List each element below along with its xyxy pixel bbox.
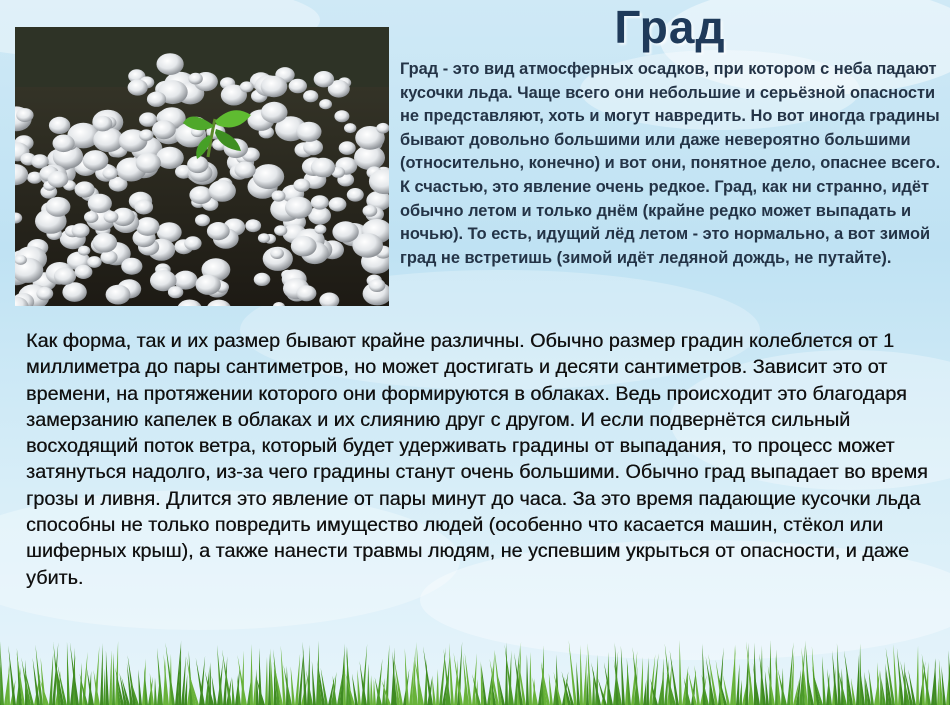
grass-blade [679,640,682,705]
hailstone [261,76,288,97]
grass-blade [316,641,319,705]
grass-blade [432,677,436,705]
hailstone [128,79,148,95]
hailstone [235,161,256,178]
grass-blade [154,678,157,705]
hailstone [75,181,95,197]
hailstone [93,116,112,132]
hailstone [274,225,287,236]
hailstone [303,90,318,102]
grass-blade [222,650,232,705]
grass-blade [312,661,316,705]
hailstone [240,81,254,92]
hailstone [53,135,75,153]
hailstones-image [15,27,389,306]
hailstone [314,225,326,235]
hailstone [46,197,71,217]
hailstone [261,102,288,123]
grass-blade [449,643,454,705]
hailstone [376,123,389,134]
grass-blade [67,641,70,705]
grass-blade [646,657,649,705]
grass-blade [583,654,587,705]
hailstone [100,251,117,265]
grass-blade [739,680,742,705]
grass-blade [753,663,760,705]
hailstone [347,188,364,202]
grass-blade [217,645,223,705]
hailstone [254,273,271,286]
hailstone [104,211,119,223]
hailstone [93,233,118,253]
grass-blade [745,643,749,705]
grass-blade [265,657,268,705]
hailstone [363,205,378,217]
hailstone [15,255,27,265]
hailstone [31,154,49,168]
body-paragraph: Как форма, так и их размер бывают крайне различны. Обычно размер градин колеблется от 1 миллиметра до пары сантиметров, но может достигать и десяти сантиметров. Зависит это от времени, на протяжении которого они формируются в облаках. Ведь происходит это благодаря замерзанию капелек в облаках и их слиянию друг с другом. И если подвернётся сильный восходящий поток ветра, который будет удерживать градины от выпадания, то процесс может затянуться надолго, из-за чего градины станут очень большими. Обычно град выпадает во время грозы и ливня. Длится это явление от пары минут до часа. За это время падающие кусочки льда способны не только повредить имущество людей (особенно что касается машин, стёкол или шиферных крыш), а также нанести травмы людям, не успевшим укрыться от опасности, и даже убить. [26,330,928,589]
hailstone [334,110,349,122]
page-title: Град [614,1,726,53]
grass-blade [232,678,235,705]
hailstone [136,217,160,236]
hailstone [189,186,212,204]
hailstone [329,197,347,211]
hailstone [168,286,183,298]
hailstone [87,256,102,268]
hailstone [285,197,312,219]
hailstone [49,117,70,134]
grass-blade [856,655,859,705]
hailstone [157,53,184,75]
hailstone [207,222,230,240]
hailstone [106,285,131,305]
grass-blade [640,657,643,705]
hailstone [303,139,323,155]
grass-blade [837,643,841,705]
hailstone [369,279,386,292]
grass-blade [253,675,256,705]
hailstone [272,190,286,201]
hailstone [147,92,166,107]
grass-blade [373,679,376,705]
grass-blade [49,653,53,705]
hailstone [311,158,335,178]
grass-blade [549,673,553,705]
hailstone [75,265,93,279]
hailstone [88,194,112,213]
hailstone [134,200,153,215]
hailstone [54,267,76,285]
hailstone [258,233,270,243]
hailstone [16,108,33,122]
hailstone [209,180,236,202]
grass-blade [250,644,253,705]
grass-blade [357,669,361,705]
hailstone [289,79,307,94]
hailstone [245,219,261,232]
hailstone [296,285,316,301]
hail-photo [15,27,389,306]
grass-blade [370,675,373,705]
grass-blade [580,645,583,705]
grass-blade [436,669,439,705]
hailstone [270,248,284,259]
grass-blade [621,646,625,705]
grass-blade [529,652,532,705]
hailstone [296,122,321,142]
grass-blade [877,662,880,705]
grass-blade [661,658,664,705]
grass-blade [100,643,103,705]
grass-decoration [0,640,950,705]
hailstone [319,99,332,109]
hailstone [103,167,118,179]
hailstone [72,223,90,237]
hailstone [188,73,202,85]
hailstone [83,150,109,171]
hailstone [48,171,69,188]
grass-blade [106,650,109,705]
grass-blade [526,654,529,705]
hailstone [152,120,176,139]
hailstone [311,195,329,209]
grass-blade [103,669,106,705]
hailstone [339,141,356,155]
hailstone [139,129,153,141]
intro-paragraph: Град - это вид атмосферных осадков, при котором с неба падают кусочки льда. Чаще всего они небольшие и серьёзной опасности не представляют, хоть и могут навредить. Но вот иногда градины бывают довольно большими или даже невероятно большими (относительно, конечно) и вот они, понятное дело, опаснее всего. К счастью, это явление очень редкое. Град, как ни странно, идёт обычно летом и только днём (крайне редко может выпадать и ночью). То есть, идущий лёд летом - это нормально, а вот зимой град не встретишь (зимой идёт ледяной дождь, не путайте). [400,60,941,267]
hailstone [195,214,210,226]
hailstone [184,236,201,250]
grass-blade [916,646,919,705]
hailstone [196,275,221,295]
hailstone [78,246,90,256]
hailstone [253,164,284,189]
grass-blade [576,662,580,705]
hailstone [187,156,208,173]
grass-blade [112,653,115,705]
hailstone [314,71,334,87]
grass-blade [291,666,295,705]
grass-blade [736,663,739,705]
hailstone [344,123,356,133]
hailstone [121,258,142,275]
grass-blade [367,664,370,705]
grass-blade [765,671,769,705]
hailstone [291,236,317,257]
hailstone [36,287,53,300]
grass-blade [822,656,826,705]
grass-blade [643,679,646,705]
hailstone [293,179,310,192]
hailstone [136,153,161,173]
hailstone [62,282,86,302]
grass-blade [138,670,142,705]
hailstone [84,211,98,223]
grass-blade [109,650,112,705]
hailstone [332,221,358,242]
